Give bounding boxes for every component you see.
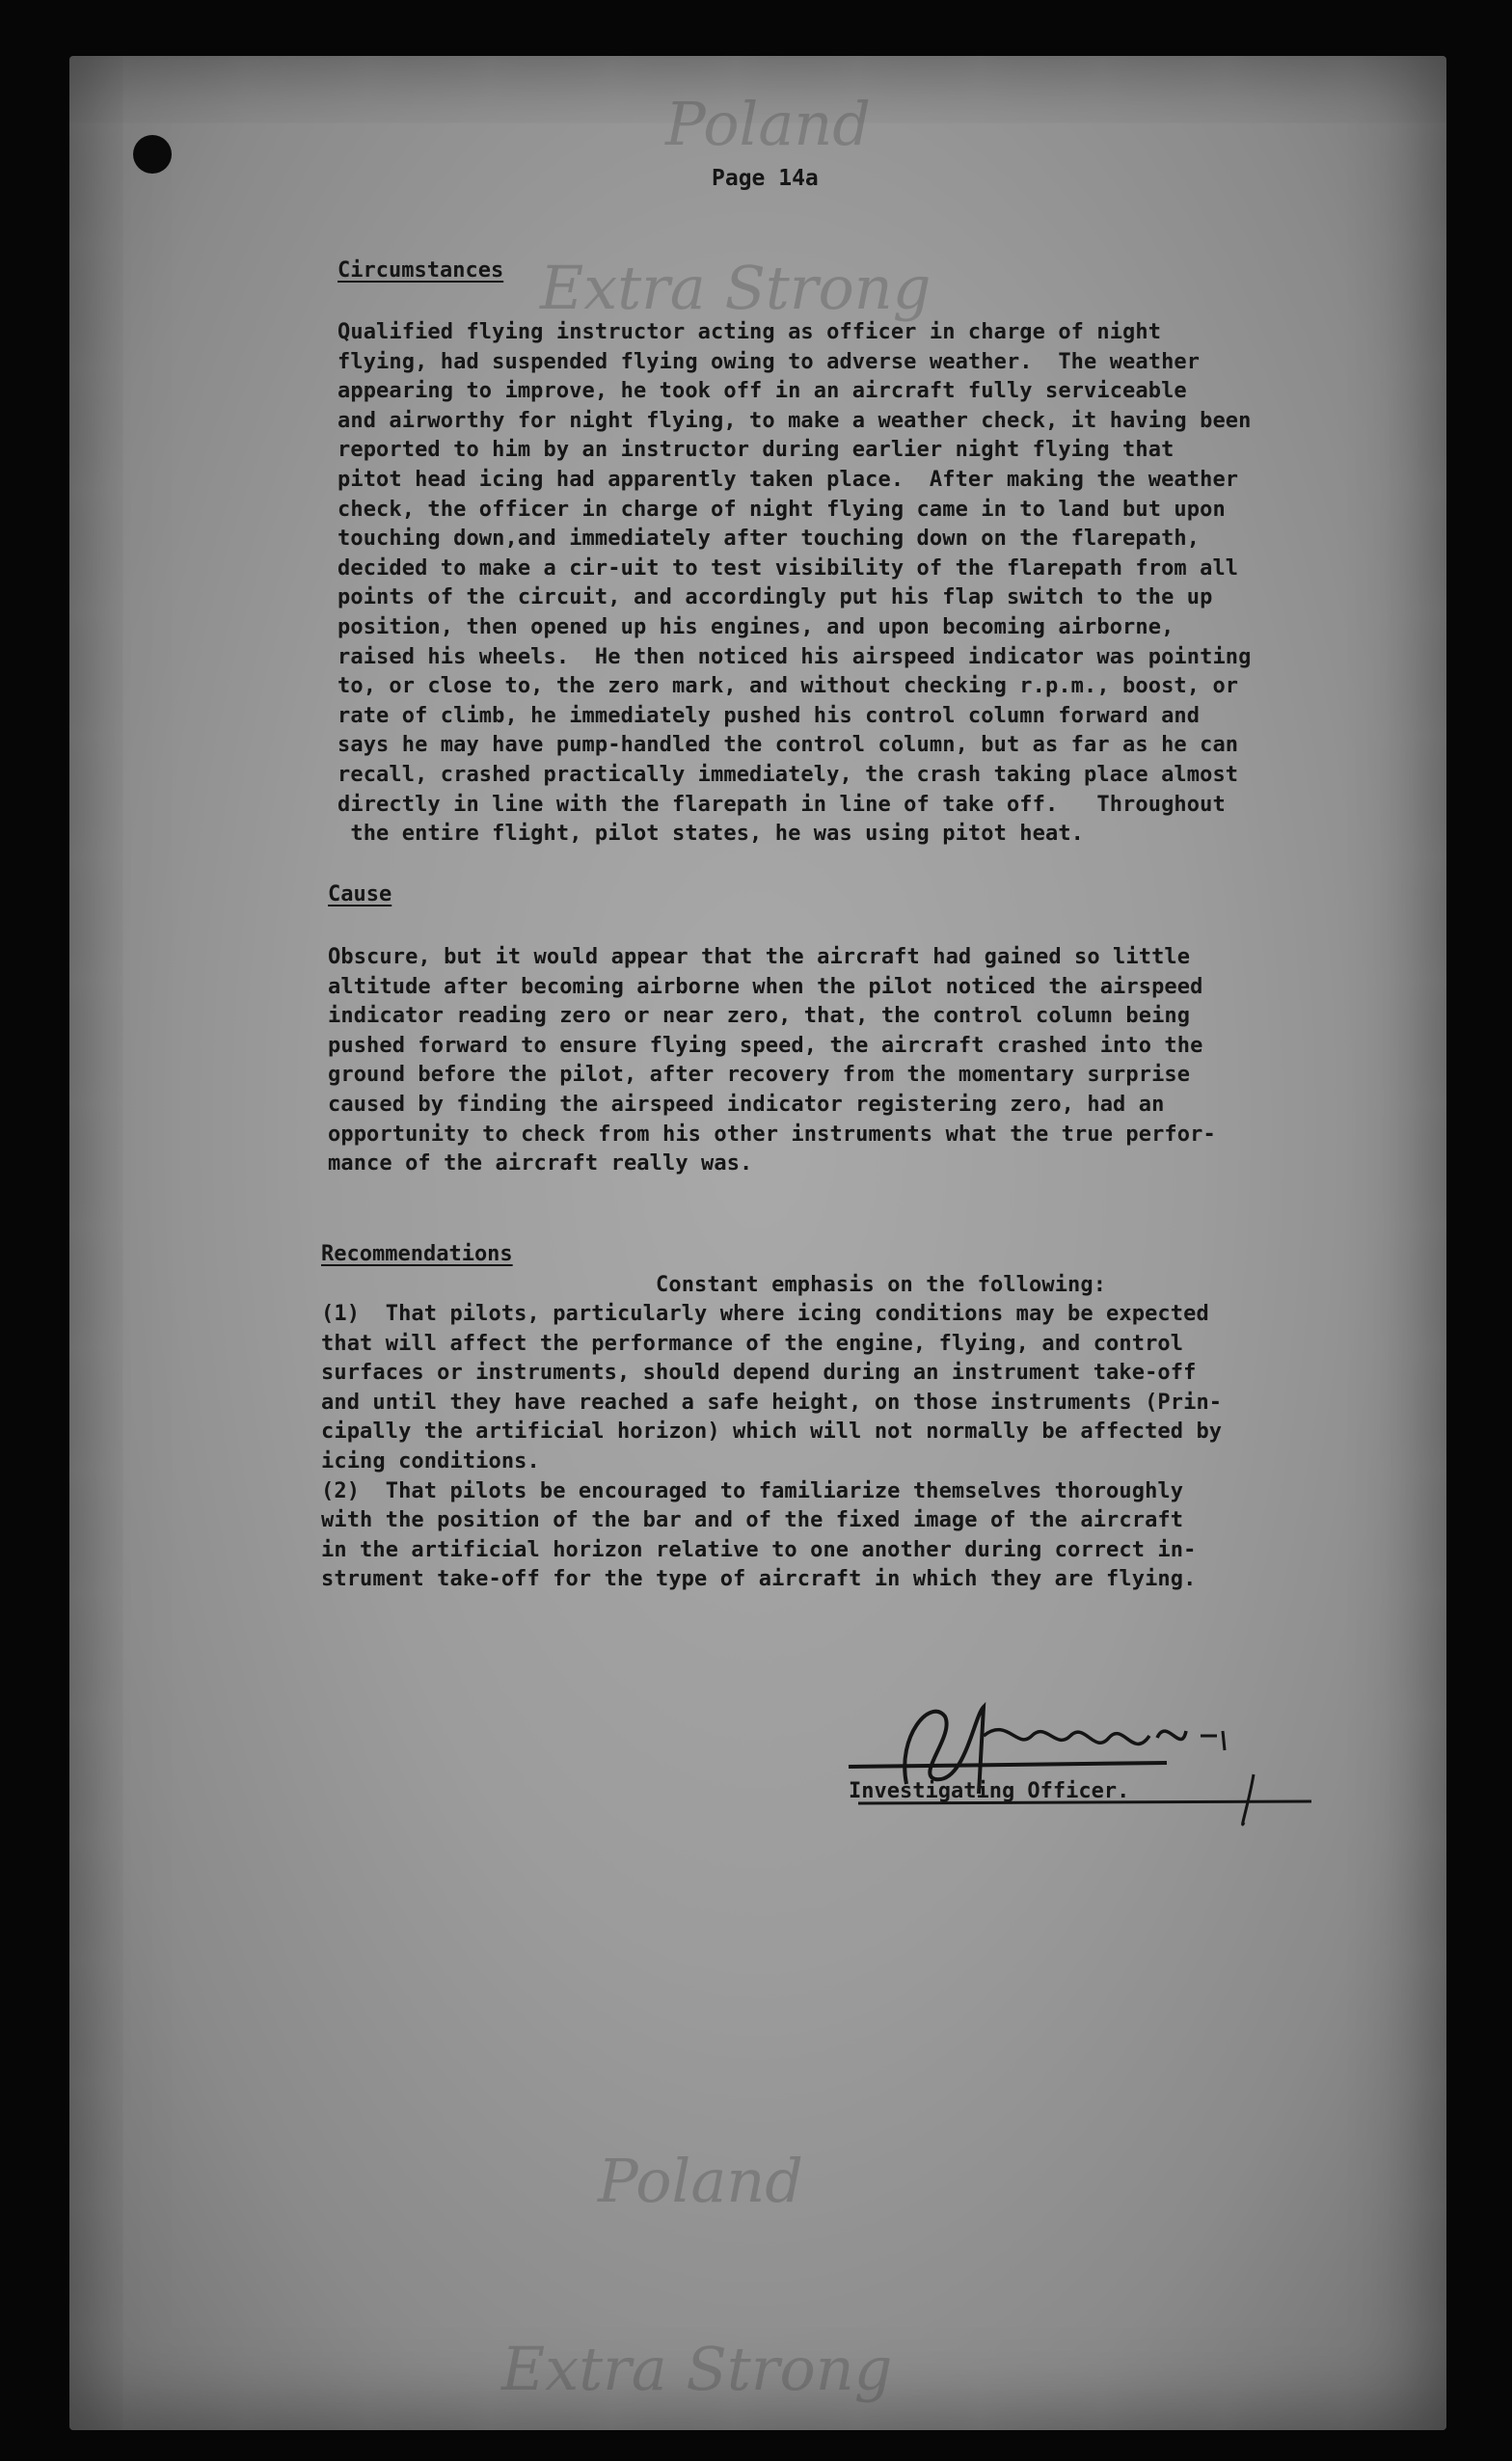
circumstances-body (338, 318, 1252, 850)
text-line: the entire flight, pilot states, he was using pitot heat. (338, 822, 1085, 847)
section-heading-recommendations: Recommendations (321, 1242, 513, 1266)
text-line: says he may have pump-handled the control column, but as far as he can (338, 733, 1239, 758)
section-heading-cause: Cause (328, 882, 392, 906)
text-line: pushed forward to ensure flying speed, the aircraft crashed into the (328, 1033, 1203, 1058)
text-line: mance of the aircraft really was. (328, 1151, 753, 1176)
text-line: surfaces or instruments, should depend during an instrument take-off (321, 1361, 1197, 1386)
recommendations-body (321, 1300, 1222, 1595)
text-line: (1) That pilots, particularly where icing conditions may be expected (321, 1302, 1209, 1326)
watermark-stamp-top-secondary: Extra Strong (540, 253, 932, 323)
text-line: opportunity to check from his other instruments what the true perfor- (328, 1122, 1216, 1147)
text-line: caused by finding the airspeed indicator registering zero, had an (328, 1092, 1165, 1117)
text-line: Qualified flying instructor acting as officer in charge of night (338, 320, 1162, 344)
text-line: icing conditions. (321, 1448, 540, 1474)
signature-caption: Investigating Officer. (849, 1779, 1130, 1803)
text-line: recall, crashed practically immediately, the crash taking place almost (338, 762, 1239, 787)
text-line: (2) That pilots be encouraged to familiarize themselves thoroughly (321, 1478, 1184, 1503)
text-line: points of the circuit, and accordingly put his flap switch to the up (338, 585, 1213, 610)
page-number: Page 14a (712, 166, 819, 191)
watermark-stamp-bottom-secondary: Extra Strong (501, 2334, 893, 2404)
text-line: with the position of the bar and of the fixed image of the aircraft (321, 1508, 1184, 1533)
handwritten-signature (839, 1678, 1321, 1832)
text-line: and airworthy for night flying, to make a weather check, it having been (338, 408, 1252, 433)
text-line: check, the officer in charge of night flying came in to land but upon (338, 497, 1226, 522)
text-line: Obscure, but it would appear that the aircraft had gained so little (328, 945, 1191, 969)
punch-hole (133, 135, 172, 174)
section-heading-circumstances: Circumstances (338, 258, 504, 283)
text-line: directly in line with the flarepath in line of take off. Throughout (338, 792, 1226, 817)
text-line: strument take-off for the type of aircraft in which they are flying. (321, 1567, 1197, 1592)
watermark-stamp-top: Poland (665, 89, 871, 159)
text-line: to, or close to, the zero mark, and without checking r.p.m., boost, or (338, 674, 1239, 699)
text-line: in the artificial horizon relative to one another during correct in- (321, 1537, 1197, 1562)
text-line: altitude after becoming airborne when the pilot noticed the airspeed (328, 974, 1203, 999)
text-line: pitot head icing had apparently taken place. After making the weather (338, 467, 1239, 492)
text-line: indicator reading zero or near zero, that, the control column being (328, 1004, 1191, 1029)
watermark-stamp-bottom: Poland (598, 2146, 803, 2216)
text-line: touching down,and immediately after touching down on the flarepath, (338, 527, 1201, 552)
cause-body (328, 943, 1216, 1179)
text-line: cipally the artificial horizon) which will not normally be affected by (321, 1420, 1223, 1445)
text-line: appearing to improve, he took off in an aircraft fully serviceable (338, 379, 1187, 404)
text-line: raised his wheels. He then noticed his airspeed indicator was pointing (338, 644, 1252, 669)
text-line: flying, had suspended flying owing to adverse weather. The weather (338, 349, 1201, 374)
text-line: position, then opened up his engines, and upon becoming airborne, (338, 614, 1174, 639)
text-line: decided to make a cir-uit to test visibility of the flarepath from all (338, 555, 1239, 581)
text-line: that will affect the performance of the engine, flying, and control (321, 1331, 1184, 1356)
text-line: ground before the pilot, after recovery from the momentary surprise (328, 1063, 1191, 1088)
text-line: reported to him by an instructor during earlier night flying that (338, 438, 1174, 463)
text-line: and until they have reached a safe height, on those instruments (Prin- (321, 1390, 1223, 1415)
text-line: rate of climb, he immediately pushed his control column forward and (338, 703, 1201, 728)
recommendations-intro: Constant emphasis on the following: (656, 1273, 1107, 1297)
